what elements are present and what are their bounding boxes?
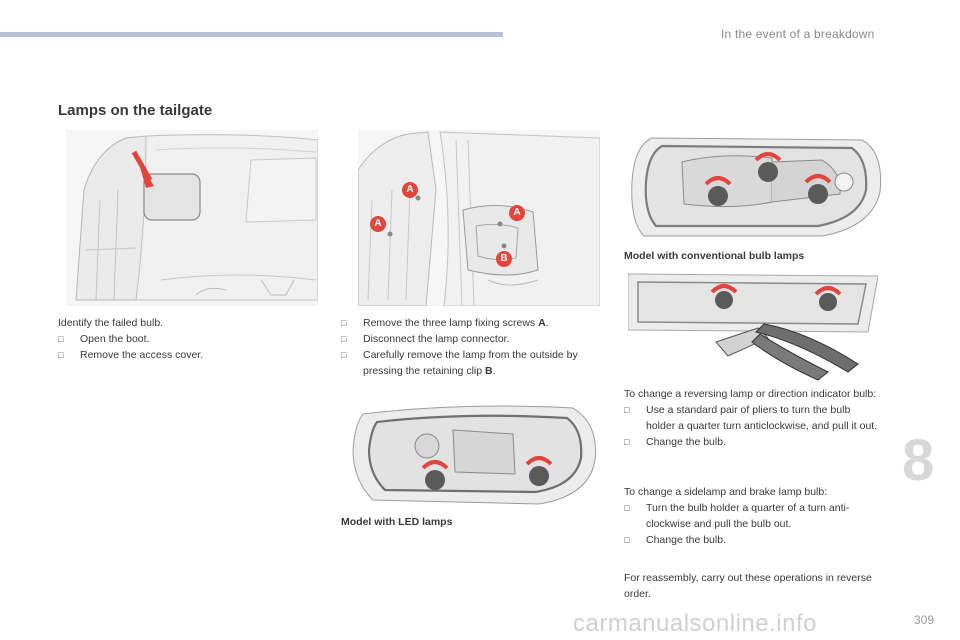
led-lamp-illustration bbox=[343, 400, 600, 510]
pliers-bulb-holder-illustration bbox=[628, 272, 878, 382]
section-header: In the event of a breakdown bbox=[721, 27, 875, 41]
conventional-bulb-lamp-illustration bbox=[622, 132, 884, 242]
bullet-box-icon: □ bbox=[58, 334, 64, 344]
tailgate-access-cover-illustration bbox=[66, 130, 318, 306]
chapter-number: 8 bbox=[902, 428, 935, 493]
callout-a-top: A bbox=[402, 182, 418, 198]
step2-instructions bbox=[341, 315, 603, 379]
reversing-bullet: □ Change the bulb. bbox=[624, 436, 726, 448]
bullet-box-icon: □ bbox=[624, 405, 630, 415]
sidelamp-bullet: □ Turn the bulb holder a quarter of a turn anti-clockwise and pull the bulb out. bbox=[624, 502, 850, 530]
callout-a-right: A bbox=[509, 205, 525, 221]
bullet-box-icon: □ bbox=[624, 503, 630, 513]
caption-conventional: Model with conventional bulb lamps bbox=[624, 250, 805, 262]
reversing-intro: To change a reversing lamp or direction indicator bulb: bbox=[624, 388, 877, 400]
step1-bullet: □ Remove the access cover. bbox=[58, 349, 204, 361]
reversing-lamp-instructions bbox=[624, 386, 880, 450]
lamp-fixing-screws-illustration bbox=[358, 130, 600, 306]
bullet-box-icon: □ bbox=[58, 350, 64, 360]
callout-a-left: A bbox=[370, 216, 386, 232]
bullet-box-icon: □ bbox=[624, 437, 630, 447]
sidelamp-bullet: □ Change the bulb. bbox=[624, 534, 726, 546]
step1-bullet: □ Open the boot. bbox=[58, 333, 150, 345]
top-accent-bar bbox=[0, 32, 503, 37]
step1-instructions bbox=[58, 315, 308, 363]
step2-bullet: □ Disconnect the lamp connector. bbox=[341, 333, 510, 345]
page-number: 309 bbox=[914, 613, 935, 627]
bullet-box-icon: □ bbox=[341, 350, 347, 360]
callout-b: B bbox=[496, 251, 512, 267]
bullet-box-icon: □ bbox=[341, 318, 347, 328]
reversing-bullet: □ Use a standard pair of pliers to turn the bulb holder a quarter turn anticlockwise, and pull it out. bbox=[624, 404, 878, 432]
bullet-box-icon: □ bbox=[624, 535, 630, 545]
sidelamp-intro: To change a sidelamp and brake lamp bulb: bbox=[624, 486, 828, 498]
reassembly-note: For reassembly, carry out these operations in reverse order. bbox=[624, 572, 872, 600]
step2-bullet: □ Carefully remove the lamp from the outside by pressing the retaining clip B. bbox=[341, 349, 578, 377]
bullet-box-icon: □ bbox=[341, 334, 347, 344]
page-title: Lamps on the tailgate bbox=[58, 102, 213, 119]
watermark: carmanualsonline.info bbox=[573, 610, 817, 637]
step2-bullet: □ Remove the three lamp fixing screws A. bbox=[341, 317, 549, 329]
caption-led: Model with LED lamps bbox=[341, 516, 453, 528]
sidelamp-instructions bbox=[624, 484, 880, 548]
step1-intro: Identify the failed bulb. bbox=[58, 317, 164, 329]
